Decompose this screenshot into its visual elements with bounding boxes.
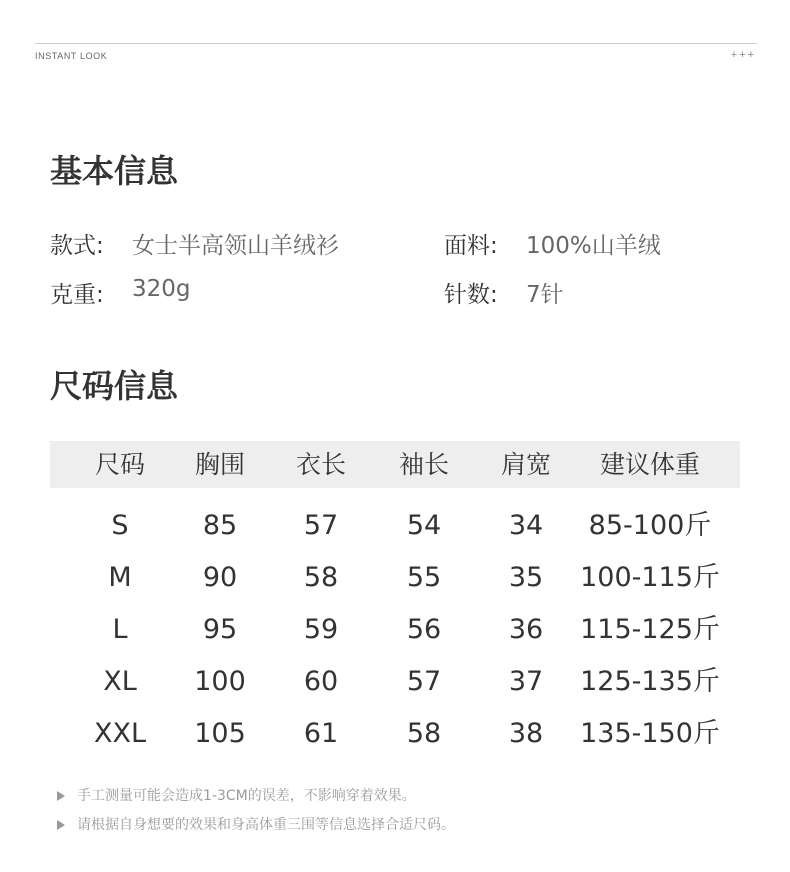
weight-key: 克重:	[50, 282, 104, 308]
header-length: 衣长	[295, 450, 347, 479]
cell-sleeve: 58	[406, 718, 442, 749]
style-key: 款式:	[50, 233, 104, 259]
header-weight: 建议体重	[599, 450, 701, 479]
cell-length: 60	[303, 666, 339, 697]
cell-chest: 100	[194, 666, 246, 697]
table-row	[50, 604, 740, 656]
table-row	[50, 552, 740, 604]
brand-label: INSTANT LOOK	[35, 51, 108, 61]
weight-value: 320g	[132, 276, 191, 302]
header-size: 尺码	[94, 450, 146, 479]
note-item	[57, 814, 455, 834]
header-chest: 胸围	[194, 450, 246, 479]
cell-size: M	[108, 562, 132, 593]
cell-chest: 90	[202, 562, 238, 593]
cell-length: 59	[303, 614, 339, 645]
cell-length: 58	[303, 562, 339, 593]
note-text: 请根据自身想要的效果和身高体重三围等信息选择合适尺码。	[77, 817, 455, 833]
cell-size: S	[111, 510, 129, 541]
cell-length: 57	[303, 510, 339, 541]
cell-shoulder: 34	[508, 510, 544, 541]
header-divider	[35, 43, 757, 44]
cell-shoulder: 35	[508, 562, 544, 593]
table-row	[50, 656, 740, 708]
cell-shoulder: 38	[508, 718, 544, 749]
style-value: 女士半高领山羊绒衫	[132, 233, 339, 259]
cell-sleeve: 54	[406, 510, 442, 541]
cell-chest: 95	[202, 614, 238, 645]
cell-size: L	[112, 614, 128, 645]
cell-size: XXL	[93, 718, 147, 749]
note-item	[57, 785, 416, 805]
cell-shoulder: 37	[508, 666, 544, 697]
size-table-header	[50, 441, 740, 488]
cell-sleeve: 55	[406, 562, 442, 593]
size-info-title: 尺码信息	[50, 367, 179, 405]
table-row	[50, 708, 740, 760]
cell-sleeve: 57	[406, 666, 442, 697]
plus-decoration: +++	[730, 49, 756, 61]
header-shoulder: 肩宽	[500, 450, 552, 479]
triangle-bullet-icon	[57, 820, 65, 830]
cell-length: 61	[303, 718, 339, 749]
info-row-weight-gauge	[50, 276, 740, 312]
cell-weight: 115-125斤	[580, 614, 720, 645]
basic-info-title: 基本信息	[50, 152, 179, 190]
cell-shoulder: 36	[508, 614, 544, 645]
cell-weight: 100-115斤	[580, 562, 720, 593]
cell-size: XL	[103, 666, 137, 697]
cell-weight: 125-135斤	[580, 666, 720, 697]
table-row	[50, 500, 740, 552]
cell-chest: 85	[202, 510, 238, 541]
cell-weight: 85-100斤	[588, 510, 712, 541]
fabric-value: 100%山羊绒	[526, 233, 661, 259]
cell-weight: 135-150斤	[580, 718, 720, 749]
note-text: 手工测量可能会造成1-3CM的误差，不影响穿着效果。	[77, 788, 416, 804]
gauge-key: 针数:	[444, 282, 498, 308]
header-sleeve: 袖长	[398, 450, 450, 479]
cell-sleeve: 56	[406, 614, 442, 645]
fabric-key: 面料:	[444, 233, 498, 259]
info-row-style-fabric	[50, 227, 740, 263]
cell-chest: 105	[194, 718, 246, 749]
gauge-value: 7针	[526, 282, 564, 308]
triangle-bullet-icon	[57, 791, 65, 801]
